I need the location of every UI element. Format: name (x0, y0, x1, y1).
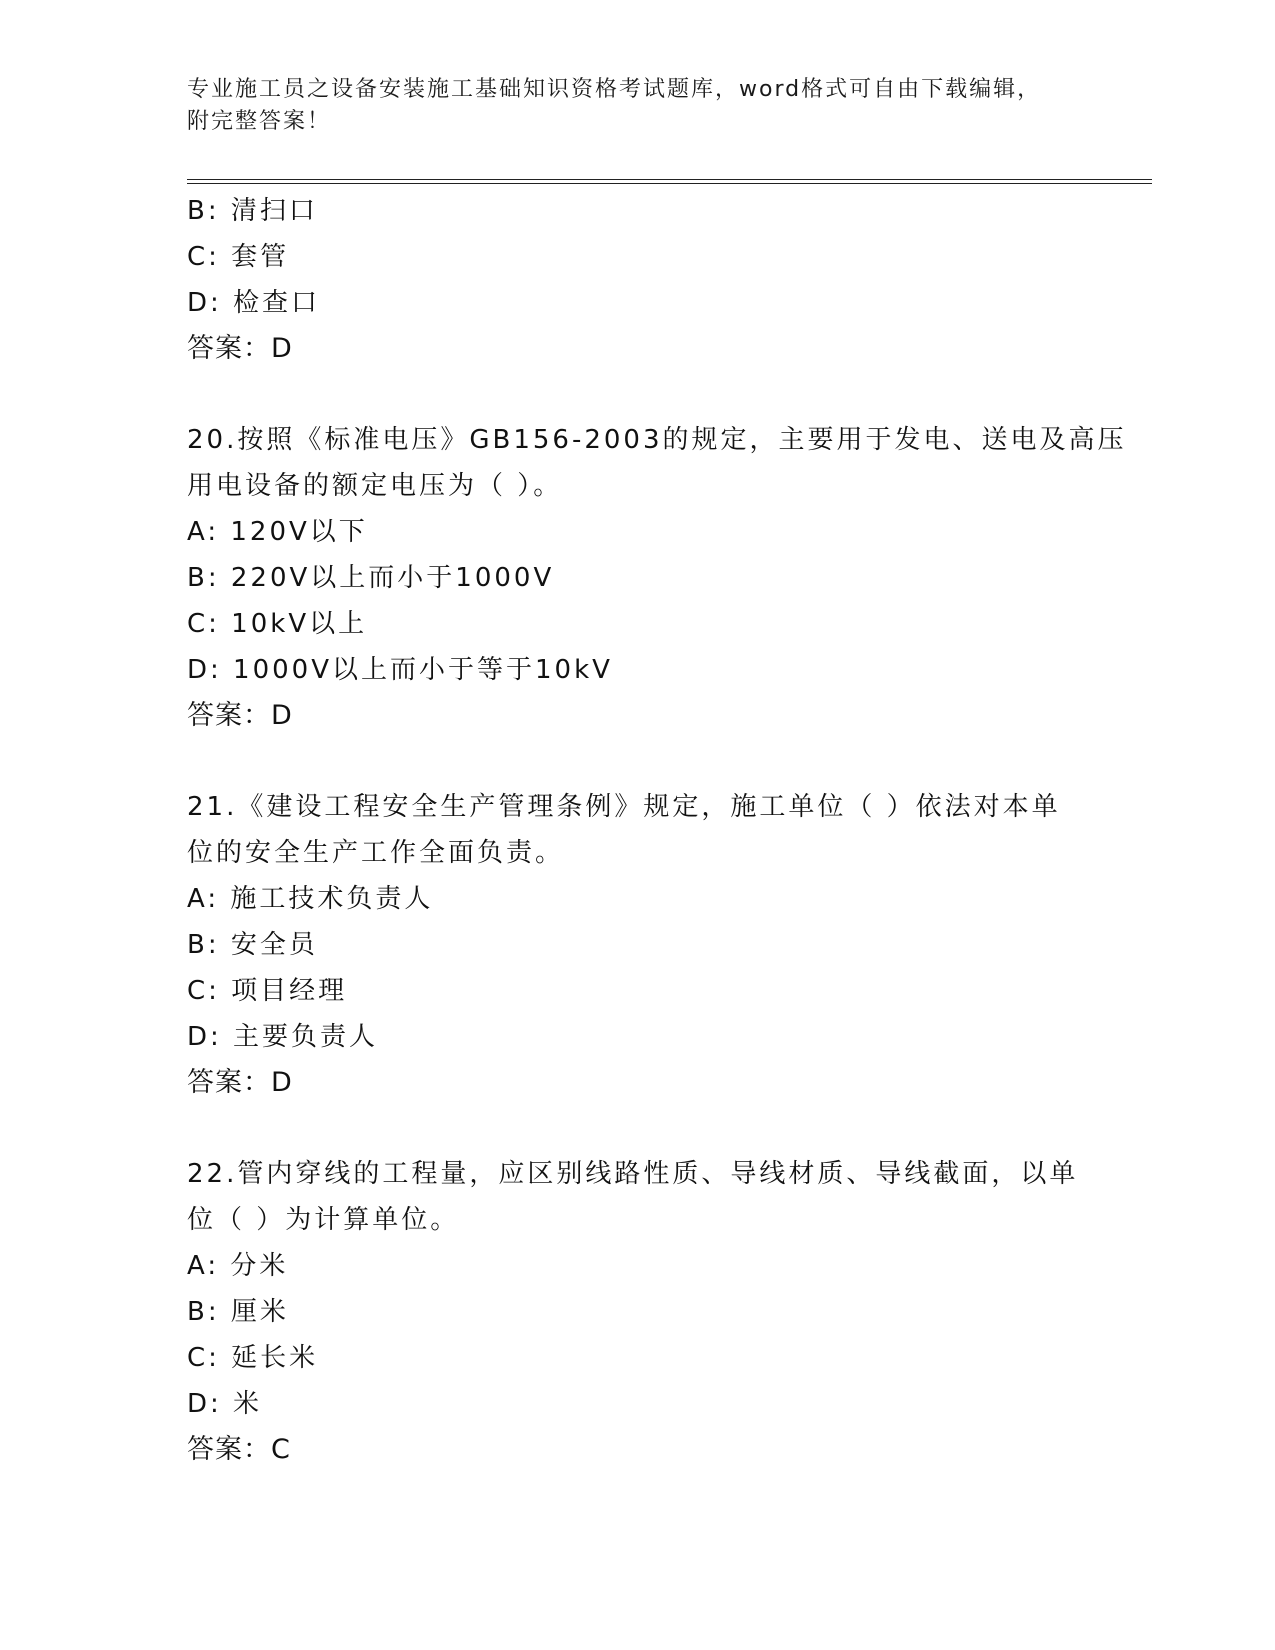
answer: 答案：D (187, 333, 293, 364)
previous-question-tail (187, 188, 1117, 372)
option-c: C: 10kV以上 (187, 609, 368, 639)
option-d: D: 主要负责人 (187, 1022, 379, 1052)
header-divider-bottom (187, 183, 1152, 184)
option-d: D: 检查口 (187, 288, 321, 318)
header-line-2: 附完整答案！ (187, 109, 332, 134)
question-22 (187, 1151, 1117, 1473)
option-a: A: 施工技术负责人 (187, 884, 434, 914)
option-b: B: 清扫口 (187, 196, 318, 226)
question-text-line-2: 位的安全生产工作全面负责。 (187, 838, 565, 868)
answer: 答案：D (187, 700, 293, 731)
header-divider-top (187, 179, 1152, 180)
answer: 答案：C (187, 1434, 291, 1465)
option-c: C: 延长米 (187, 1343, 319, 1373)
option-d: D: 米 (187, 1389, 263, 1419)
question-20 (187, 417, 1127, 739)
question-text-line-2: 位（ ）为计算单位。 (187, 1205, 460, 1235)
answer: 答案：D (187, 1067, 293, 1098)
option-c: C: 项目经理 (187, 976, 348, 1006)
option-b: B: 220V以上而小于1000V (187, 563, 555, 593)
option-b: B: 厘米 (187, 1297, 289, 1327)
option-b: B: 安全员 (187, 930, 318, 960)
option-c: C: 套管 (187, 242, 290, 272)
document-header (187, 74, 1087, 138)
option-a: A: 120V以下 (187, 517, 368, 547)
question-text-line-2: 用电设备的额定电压为（ ）。 (187, 471, 563, 501)
question-text-line-1: 22.管内穿线的工程量，应区别线路性质、导线材质、导线截面，以单 (187, 1159, 1079, 1189)
header-line-1: 专业施工员之设备安装施工基础知识资格考试题库，word格式可自由下载编辑， (187, 77, 1042, 102)
question-text-line-1: 20.按照《标准电压》GB156-2003的规定，主要用于发电、送电及高压 (187, 425, 1127, 455)
option-a: A: 分米 (187, 1251, 289, 1281)
option-d: D: 1000V以上而小于等于10kV (187, 655, 613, 685)
question-21 (187, 784, 1117, 1106)
question-list (187, 188, 1127, 1473)
question-text-line-1: 21.《建设工程安全生产管理条例》规定，施工单位（ ）依法对本单 (187, 792, 1061, 822)
